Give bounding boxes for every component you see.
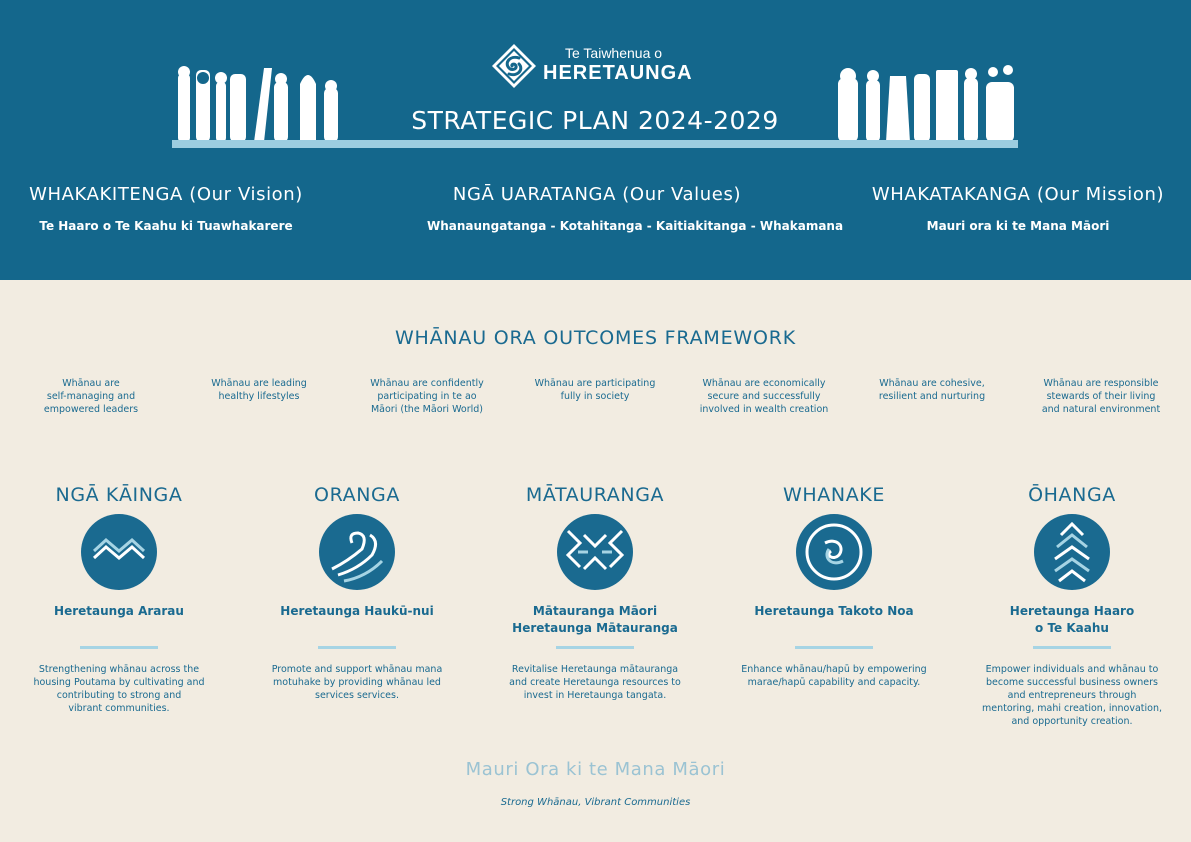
outcome-item xyxy=(1026,377,1176,416)
domain-subtitle xyxy=(962,603,1182,637)
weave-icon xyxy=(556,513,634,591)
outcome-line: and natural environment xyxy=(1041,404,1161,415)
mission-text: Mauri ora ki te Mana Māori xyxy=(926,219,1110,233)
domain-description xyxy=(962,663,1182,728)
mission-title: WHAKATAKANGA (Our Mission) xyxy=(871,184,1165,205)
desc-line: contributing to strong and xyxy=(56,690,182,701)
outcome-line: Whānau are confidently xyxy=(370,378,484,389)
outcome-line: empowered leaders xyxy=(43,404,139,415)
vision-block xyxy=(0,184,336,233)
outcome-line: Whānau are xyxy=(62,378,120,389)
plan-title: STRATEGIC PLAN 2024-2029 xyxy=(411,106,779,135)
desc-line: vibrant communities. xyxy=(68,703,170,714)
domain-title: NGĀ KĀINGA xyxy=(55,484,183,506)
outcome-line: stewards of their living xyxy=(1046,391,1156,402)
divider xyxy=(795,646,873,649)
desc-line: and entrepreneurs through xyxy=(1007,690,1137,701)
domain-subtitle xyxy=(9,603,229,637)
header-band xyxy=(0,0,1191,280)
outcome-line: Māori (the Māori World) xyxy=(370,404,484,415)
desc-line: and opportunity creation. xyxy=(1011,716,1133,727)
domain-subtitle-line: Heretaunga Mātauranga xyxy=(512,621,678,635)
vision-text: Te Haaro o Te Kaahu ki Tuawhakarere xyxy=(39,219,293,233)
values-block xyxy=(427,184,844,233)
domain-nga-kainga xyxy=(9,484,229,715)
outcome-item xyxy=(520,377,670,403)
domain-matauranga xyxy=(485,484,705,702)
vision-title: WHAKAKITENGA (Our Vision) xyxy=(29,184,303,205)
outcome-item xyxy=(184,377,334,403)
outcome-line: involved in wealth creation xyxy=(699,404,829,415)
desc-line: services services. xyxy=(315,690,399,701)
outcome-item xyxy=(857,377,1007,403)
outcome-item xyxy=(352,377,502,416)
outcome-line: fully in society xyxy=(560,391,630,402)
values-title: NGĀ UARATANGA (Our Values) xyxy=(452,184,742,205)
domain-subtitle xyxy=(485,603,705,637)
desc-line: invest in Heretaunga tangata. xyxy=(523,690,667,701)
domain-title: MĀTAURANGA xyxy=(525,484,665,506)
desc-line: Strengthening whānau across the xyxy=(38,664,200,675)
desc-line: housing Poutama by cultivating and xyxy=(33,677,205,688)
carving-figures-right xyxy=(836,64,1020,142)
domain-subtitle-line: Heretaunga Ararau xyxy=(54,604,184,618)
mission-block xyxy=(848,184,1188,233)
outcome-line: Whānau are participating xyxy=(534,378,656,389)
outcome-line: resilient and nurturing xyxy=(878,391,986,402)
domain-title: ŌHANGA xyxy=(1028,484,1116,506)
outcome-line: Whānau are responsible xyxy=(1043,378,1159,389)
desc-line: and create Heretaunga resources to xyxy=(509,677,681,688)
carving-figures-left xyxy=(174,64,346,142)
desc-line: Promote and support whānau mana xyxy=(271,664,443,675)
desc-line: motuhake by providing whānau led xyxy=(273,677,441,688)
domain-subtitle-line: Heretaunga Haaro xyxy=(1009,604,1135,618)
outcome-item xyxy=(689,377,839,416)
outcome-line: Whānau are economically xyxy=(702,378,826,389)
domain-ohanga xyxy=(962,484,1182,728)
outcome-line: healthy lifestyles xyxy=(218,391,300,402)
desc-line: Revitalise Heretaunga mātauranga xyxy=(511,664,679,675)
domain-subtitle xyxy=(247,603,467,637)
domain-subtitle-line: o Te Kaahu xyxy=(1035,621,1109,635)
domain-subtitle-line: Heretaunga Haukū-nui xyxy=(280,604,434,618)
outcome-line: self-managing and xyxy=(46,391,136,402)
domain-subtitle xyxy=(724,603,944,637)
divider xyxy=(80,646,158,649)
desc-line: Empower individuals and whānau to xyxy=(985,664,1159,675)
footer-subtitle: Strong Whānau, Vibrant Communities xyxy=(500,797,691,808)
domain-subtitle-line: Mātauranga Māori xyxy=(532,604,658,618)
outcome-line: secure and successfully xyxy=(707,391,821,402)
domain-description xyxy=(485,663,705,702)
desc-line: Enhance whānau/hapū by empowering xyxy=(741,664,927,675)
values-text: Whanaungatanga - Kotahitanga - Kaitiakitanga - Whakamana xyxy=(427,219,844,233)
desc-line: mentoring, mahi creation, innovation, xyxy=(981,703,1163,714)
framework-title: WHĀNAU ORA OUTCOMES FRAMEWORK xyxy=(394,327,797,349)
domain-title: ORANGA xyxy=(314,484,400,506)
outcome-line: Whānau are cohesive, xyxy=(879,378,985,389)
divider xyxy=(1033,646,1111,649)
outcome-line: participating in te ao xyxy=(377,391,477,402)
footer-title: Mauri Ora ki te Mana Māori xyxy=(465,759,726,780)
mountains-icon xyxy=(80,513,158,591)
logo-name: HERETAUNGA xyxy=(543,62,693,84)
koru-logo-icon xyxy=(490,42,538,90)
domain-description xyxy=(247,663,467,702)
domain-description xyxy=(724,663,944,689)
domain-description xyxy=(9,663,229,715)
ground-line xyxy=(172,140,1018,148)
wave-icon xyxy=(318,513,396,591)
domain-title: WHANAKE xyxy=(783,484,885,506)
desc-line: become successful business owners xyxy=(986,677,1158,688)
logo-small-text: Te Taiwhenua o xyxy=(565,45,663,61)
chevrons-icon xyxy=(1033,513,1111,591)
domain-subtitle-line: Heretaunga Takoto Noa xyxy=(754,604,914,618)
outcome-item xyxy=(16,377,166,416)
divider xyxy=(318,646,396,649)
desc-line: marae/hapū capability and capacity. xyxy=(747,677,921,688)
koru-icon xyxy=(795,513,873,591)
outcome-line: Whānau are leading xyxy=(211,378,307,389)
logo xyxy=(490,42,700,90)
domain-whanake xyxy=(724,484,944,689)
divider xyxy=(556,646,634,649)
domain-oranga xyxy=(247,484,467,702)
